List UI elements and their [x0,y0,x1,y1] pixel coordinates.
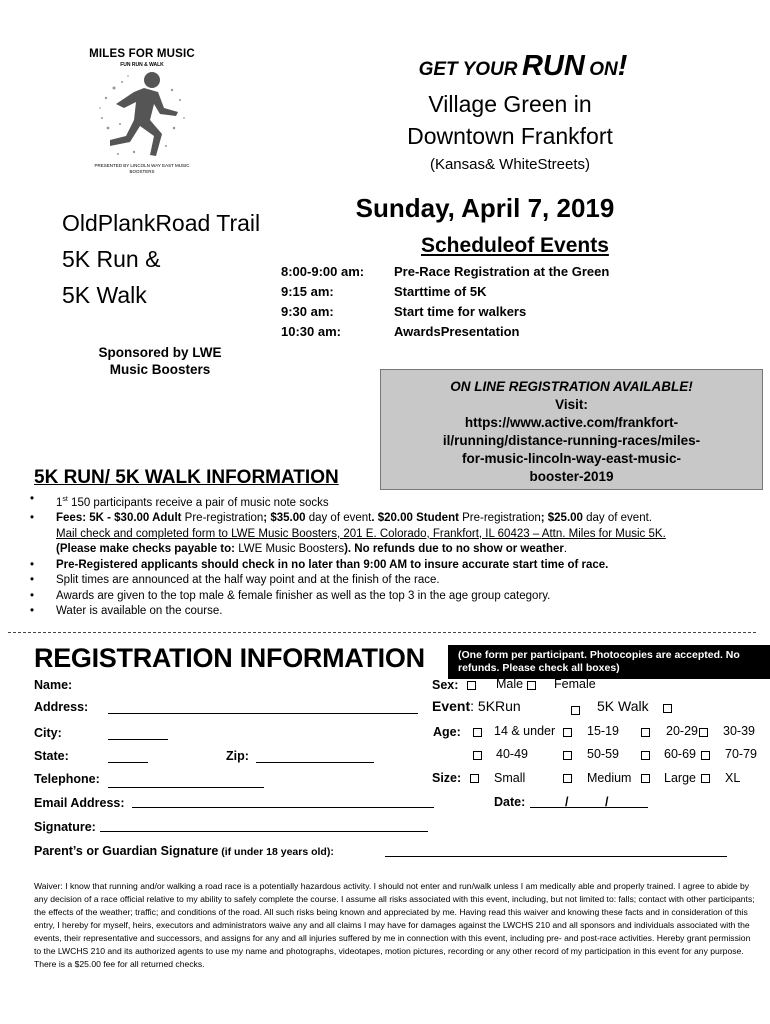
venue-line1: Village Green in [428,91,592,117]
schedule-title: Scheduleof Events [421,234,609,257]
event-label: Event [432,698,471,714]
telephone-field[interactable] [108,787,264,788]
schedule-row [281,302,609,322]
get-your-run-on-heading [398,50,648,83]
trail-info [62,205,260,313]
online-visit: Visit: [555,397,588,412]
schedule-event: Pre-Race Registration at the Green [394,264,610,279]
size-option: XL [725,771,741,785]
male-checkbox[interactable] [467,681,476,690]
event-date: Sunday, April 7, 2019 [355,193,615,223]
age-15-19-checkbox[interactable] [563,728,572,737]
cross-streets: (Kansas& WhiteStreets) [429,156,591,173]
date-separator: / [565,795,569,809]
schedule-time: 9:30 am: [281,304,334,319]
b2-b: Pre-registration [181,512,264,525]
age-option: 15-19 [587,724,619,738]
online-registration-box [380,369,763,490]
state-field[interactable] [108,762,148,763]
schedule-time: 10:30 am: [281,324,341,339]
age-option: 40-49 [496,747,528,761]
age-30-39-checkbox[interactable] [699,728,708,737]
trail-line1: OldPlankRoad Trail [62,210,261,236]
size-option: Medium [587,771,632,785]
parent-signature-field[interactable] [385,856,727,857]
age-option: 14 & under [494,724,556,738]
sponsor-line2: Music Boosters [109,362,211,377]
list-item: • Split times are announced at the half way point and at the finish of the race. [30,573,765,589]
schedule-time: 8:00-9:00 am: [281,264,365,279]
mail-address: Mail check and completed form to LWE Music Boosters, 201 E. Colorado, Frankfort, IL 60423 – Attn. Miles for Music 5K. [56,527,666,540]
telephone-label: Telephone: [34,772,100,786]
zip-field[interactable] [256,762,374,763]
event-5kwalk: 5K Walk [597,698,649,714]
date-label: Date: [494,795,526,809]
b2-c: ; $35.00 [263,512,306,525]
registration-title: REGISTRATION INFORMATION [34,643,425,673]
date-separator: / [605,795,609,809]
male-option: Male [496,677,524,691]
cut-line-divider [8,632,756,633]
b4: Split times are announced at the half way point and at the finish of the race. [56,574,440,587]
online-url-line3[interactable]: for-music-lincoln-way-east-music- [461,451,682,466]
age-14-under-checkbox[interactable] [473,728,482,737]
b3: Pre-Registered applicants should check in no later than 9:00 AM to insure accurate start time of race. [56,558,609,571]
age-60-69-checkbox[interactable] [641,751,650,760]
online-url-line4[interactable]: booster-2019 [529,469,614,484]
b2-line3-c: ). No refunds due to no show or weather [344,543,564,556]
size-xl-checkbox[interactable] [701,774,710,783]
list-item: • Fees: 5K - $30.00 Adult Pre-registration; $35.00 day of event. $20.00 Student Pre-registration; $25.00 day of event. Mail check and completed form to LWE Music Boosters, 201 E. Colorado, Frankfort, IL 60423 – Attn. Miles for Music 5K. (Please make checks payable to: LWE Music Boosters). No refunds due to no show or weather. [30,512,666,556]
5krun-checkbox[interactable] [571,706,580,715]
schedule-event: Start time for walkers [394,304,527,319]
b2-d: day of event [305,512,372,525]
size-option: Small [494,771,526,785]
age-label: Age: [433,725,461,739]
b1-sup: st [62,496,68,503]
on-text: ON [589,59,618,80]
trail-line3: 5K Walk [62,282,147,308]
address-label: Address: [34,700,89,714]
exclaim-text: ! [617,50,628,82]
event-selection [432,698,521,714]
schedule-event: Starttime of 5K [394,284,487,299]
email-field[interactable] [132,807,434,808]
age-option: 30-39 [723,724,755,738]
signature-label: Signature: [34,820,96,834]
date-field[interactable] [530,807,648,808]
logo-subtitle: FUN RUN & WALK [120,62,164,68]
b2-f: Pre-registration [458,512,541,525]
size-label: Size: [432,771,462,785]
state-label: State: [34,749,69,763]
schedule-event: AwardsPresentation [394,324,520,339]
event-logo [82,44,200,179]
age-40-49-checkbox[interactable] [473,751,482,760]
age-option: 50-59 [587,747,619,761]
sex-label: Sex: [432,678,459,692]
venue-line2: Downtown Frankfort [407,123,613,149]
b1-pre: 1 [56,496,63,509]
b2-line3-b: LWE Music Boosters [235,543,345,556]
female-option: Female [554,677,596,691]
size-large-checkbox[interactable] [641,774,650,783]
list-item: • Awards are given to the top male & female finisher as well as the top 3 in the age group category. [30,589,765,605]
age-option: 20-29 [666,724,698,738]
event-5krun: : 5KRun [470,698,521,714]
age-70-79-checkbox[interactable] [701,751,710,760]
b2-line3-d: . [563,543,568,556]
schedule-row [281,322,609,342]
age-50-59-checkbox[interactable] [563,751,572,760]
waiver-text: Waiver: I know that running and/or walking a road race is a potentially hazardous activity. I should not enter and run/walk unless I am medically able and properly trained. I agree to abide by any decision of a race official relative to my ability to safely complete the course. I assume all risks associated with this event, including, but not limited to: falls; contact with other participants; the effects of the weather; traffic; and conditions of the road. All such risks being known and appreciated by me. Having read this waiver and knowing these facts and in consideration of this entry, I hereby for myself, heirs, executors and administrators waive any and all claims I may have for damages against the LWCHS 210 and all sponsors and individuals associated with the events, their representative and successors, and assigns for any and all injuries suffered by me in connection with this event, including pre- and post-race activities. Hereby grant permission to the LWCHS 210 and its authorized agents to use my name and photographs, videotapes, motion pictures, recording or any other record of my participation in this event for any purpose. There is a $25.00 fee for all returned checks. [34,881,755,969]
schedule-list [281,262,609,342]
online-url-line1[interactable]: https://www.active.com/frankfort- [464,415,679,430]
b2-line3-a: (Please make checks payable to: [56,543,235,556]
info-title: 5K RUN/ 5K WALK INFORMATION [34,467,339,488]
city-field[interactable] [108,739,168,740]
size-option: Large [664,771,696,785]
b2-h: day of event. [582,512,652,525]
zip-label: Zip: [226,749,249,763]
list-item: • 1st 150 participants receive a pair of music note socks [30,493,329,509]
b2-e: . $20.00 Student [371,512,459,525]
age-option: 60-69 [664,747,696,761]
logo-title: MILES FOR MUSIC [89,48,195,60]
signature-field[interactable] [100,831,428,832]
email-label: Email Address: [34,796,125,810]
b6: Water is available on the course. [56,605,223,618]
online-url-line2[interactable]: il/running/distance-running-races/miles- [442,433,701,448]
city-label: City: [34,726,62,740]
run-text: RUN [521,50,585,82]
sponsor [80,344,240,378]
runner-icon [94,68,190,162]
online-heading: ON LINE REGISTRATION AVAILABLE! [450,379,693,394]
parent-label-a: Parent’s or Guardian Signature [34,844,219,858]
age-20-29-checkbox-a[interactable] [641,728,650,737]
female-checkbox[interactable] [527,681,536,690]
list-item: • Water is available on the course. [30,604,765,620]
schedule-row [281,262,609,282]
venue [390,88,630,152]
name-label: Name: [34,678,73,692]
logo-presented-by: PRESENTED BY LINCOLN WAY EAST MUSIC BOOSTERS [94,163,190,174]
b2-g: ; $25.00 [540,512,583,525]
b5: Awards are given to the top male & female finisher as well as the top 3 in the age group category. [56,589,551,602]
parent-signature-label [34,844,334,858]
schedule-row [281,282,609,302]
sponsor-line1: Sponsored by LWE [98,345,222,360]
address-field[interactable] [108,713,418,714]
b1-text: 150 participants receive a pair of music note socks [67,496,329,509]
age-option: 70-79 [725,747,757,761]
trail-line2: 5K Run & [62,246,161,272]
info-bullets [30,492,765,620]
get-text: GET YOUR [418,59,518,80]
parent-label-b: (if under 18 years old): [218,846,334,858]
schedule-time: 9:15 am: [281,284,334,299]
registration-note: (One form per participant. Photocopies are accepted. No refunds. Please check all boxes) [448,645,770,679]
b2-a: Fees: 5K - $30.00 Adult [56,512,182,525]
list-item: • Pre-Registered applicants should check in no later than 9:00 AM to insure accurate start time of race. [30,558,765,574]
size-small-checkbox[interactable] [470,774,479,783]
5kwalk-checkbox[interactable] [663,704,672,713]
size-medium-checkbox[interactable] [563,774,572,783]
